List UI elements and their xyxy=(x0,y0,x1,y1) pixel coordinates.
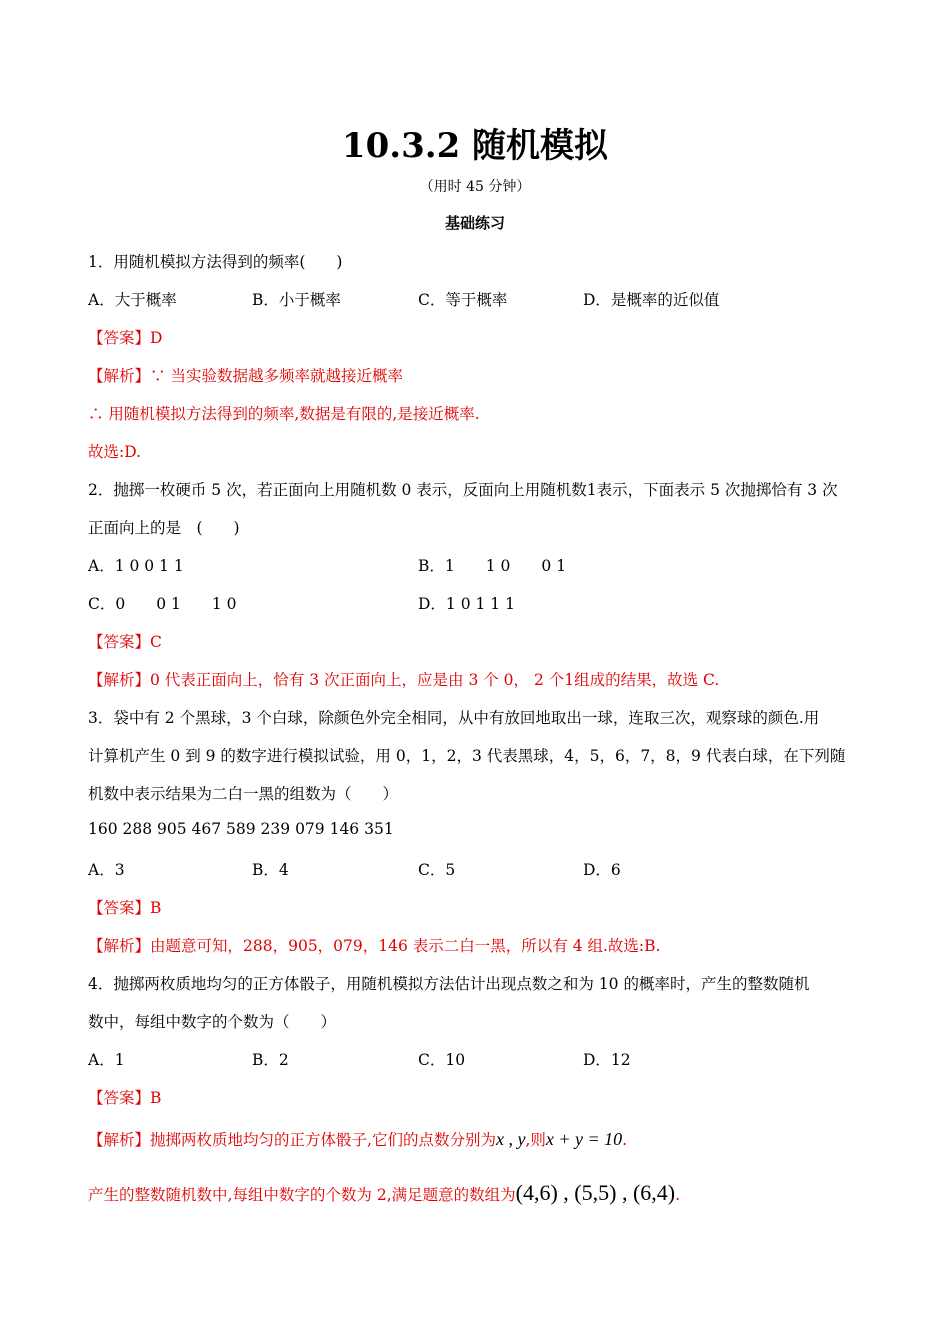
q4-option-b: B．2 xyxy=(252,1051,289,1069)
q4-math-tuples: (4,6) , (5,5) , (6,4) xyxy=(515,1180,676,1205)
q2-option-d: D．1 0 1 1 1 xyxy=(418,595,515,613)
q4-option-d: D．12 xyxy=(583,1051,631,1069)
q2-stem-line2: 正面向上的是 ( ) xyxy=(88,519,240,537)
q3-random-numbers: 160 288 905 467 589 239 079 146 351 xyxy=(88,820,394,838)
q3-stem-line2: 计算机产生 0 到 9 的数字进行模拟试验，用 0，1，2，3 代表黑球，4，5，6，7，8，9 代表白球，在下列随 xyxy=(88,747,846,765)
page-title: 10.3.2 随机模拟 xyxy=(341,126,609,166)
q3-option-b: B．4 xyxy=(252,861,289,879)
q3-option-d: D．6 xyxy=(583,861,621,879)
q1-option-c: C．等于概率 xyxy=(418,291,508,309)
q2-analysis: 【解析】0 代表正面向上，恰有 3 次正面向上，应是由 3 个 0， 2 个1组成的结果，故选 C. xyxy=(88,671,720,689)
q3-stem-line3: 机数中表示结果为二白一黑的组数为（ ） xyxy=(88,785,399,803)
q2-stem: 2．抛掷一枚硬币 5 次，若正面向上用随机数 0 表示，反面向上用随机数1表示，下面表示 5 次抛掷恰有 3 次 xyxy=(88,481,838,499)
q2-option-b: B．1 1 0 0 1 xyxy=(418,557,567,575)
q1-option-a: A．大于概率 xyxy=(88,291,177,309)
q2-option-c: C．0 0 1 1 0 xyxy=(88,595,237,613)
q4-stem: 4．抛掷两枚质地均匀的正方体骰子，用随机模拟方法估计出现点数之和为 10 的概率时，产生的整数随机 xyxy=(88,975,810,993)
q4-answer: 【答案】B xyxy=(88,1089,162,1107)
q4-analysis-line2: 产生的整数随机数中,每组中数字的个数为 2,满足题意的数组为(4,6) , (5,5) , (6,4). xyxy=(88,1180,681,1205)
q4-option-a: A．1 xyxy=(88,1051,125,1069)
q2-answer: 【答案】C xyxy=(88,633,162,651)
q1-analysis-line3: 故选:D. xyxy=(88,443,142,461)
q1-analysis: 【解析】∵ 当实验数据越多频率就越接近概率 xyxy=(88,367,403,385)
q1-analysis-line2: ∴ 用随机模拟方法得到的频率,数据是有限的,是接近概率. xyxy=(88,405,480,423)
q1-answer: 【答案】D xyxy=(88,329,163,347)
q3-option-c: C．5 xyxy=(418,861,456,879)
q4-math-xy: x , y xyxy=(495,1129,526,1149)
q3-answer: 【答案】B xyxy=(88,899,162,917)
q4-option-c: C．10 xyxy=(418,1051,466,1069)
q2-option-a: A．1 0 0 1 1 xyxy=(88,557,184,575)
q4-math-equation: x + y = 10 xyxy=(545,1129,623,1149)
q1-option-d: D．是概率的近似值 xyxy=(583,291,720,309)
section-heading: 基础练习 xyxy=(444,214,505,232)
q3-stem: 3．袋中有 2 个黑球，3 个白球，除颜色外完全相同，从中有放回地取出一球，连取三次，观察球的颜色.用 xyxy=(88,709,820,727)
q1-option-b: B．小于概率 xyxy=(252,291,341,309)
q3-analysis: 【解析】由题意可知，288，905，079，146 表示二白一黑，所以有 4 组.故选:B. xyxy=(88,937,661,955)
q3-option-a: A．3 xyxy=(88,861,125,879)
q1-stem: 1．用随机模拟方法得到的频率( ) xyxy=(88,253,343,271)
q4-analysis: 【解析】抛掷两枚质地均匀的正方体骰子,它们的点数分别为x , y,则x + y = 10. xyxy=(88,1129,628,1149)
q4-stem-line2: 数中，每组中数字的个数为（ ） xyxy=(88,1013,337,1031)
time-limit: （用时 45 分钟） xyxy=(419,179,531,195)
